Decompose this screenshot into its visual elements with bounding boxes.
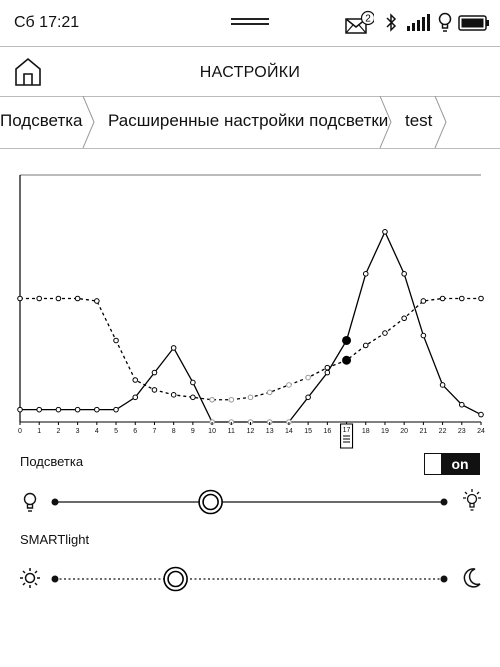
x-tick-label: 1 <box>37 428 42 435</box>
mail-count: 2 <box>365 13 371 25</box>
breadcrumb-bottom-border <box>0 148 500 149</box>
series-point <box>229 397 234 402</box>
series-point <box>114 338 119 343</box>
series-point <box>363 343 368 348</box>
x-tick-label: 21 <box>419 428 428 435</box>
series-point <box>421 333 426 338</box>
x-tick-label: 22 <box>438 428 447 435</box>
x-tick-label: 2 <box>56 428 61 435</box>
smartlight-slider[interactable] <box>0 559 500 599</box>
backlight-schedule-chart[interactable] <box>0 165 500 455</box>
series-point <box>287 383 292 388</box>
series-point <box>56 407 61 412</box>
x-tick-label: 13 <box>265 428 274 435</box>
series-point <box>210 397 215 402</box>
x-tick-label: 10 <box>208 428 216 435</box>
series-point <box>114 407 119 412</box>
current-hour-label: 17 <box>342 427 351 434</box>
drag-handle-icon[interactable] <box>231 18 269 24</box>
status-time: Сб 17:21 <box>14 14 80 31</box>
series-point <box>75 407 80 412</box>
x-tick-label: 5 <box>114 428 118 435</box>
mail-icon[interactable] <box>344 10 374 36</box>
moon-icon[interactable] <box>462 567 482 589</box>
series-point <box>325 370 330 375</box>
slider-knob-ring <box>168 572 183 587</box>
battery-icon <box>458 15 490 31</box>
toggle-on-label: on <box>441 454 479 474</box>
series-point-current <box>343 356 351 364</box>
backlight-toggle[interactable] <box>424 453 480 475</box>
series-line-solid <box>20 232 481 422</box>
x-tick-label: 11 <box>227 428 235 435</box>
page-title: НАСТРОЙКИ <box>199 64 301 81</box>
breadcrumb-item-test[interactable]: test <box>405 111 433 130</box>
x-tick-label: 3 <box>75 428 80 435</box>
series-point <box>306 395 311 400</box>
series-point <box>267 390 272 395</box>
breadcrumb-chevron-icon <box>379 96 393 148</box>
bluetooth-icon <box>385 13 397 33</box>
series-point <box>18 407 23 412</box>
x-tick-label: 7 <box>152 428 157 435</box>
series-point <box>18 296 23 301</box>
bulb-bright-icon[interactable] <box>460 488 484 514</box>
series-point-current <box>343 336 351 344</box>
series-point <box>95 407 100 412</box>
series-point <box>440 296 445 301</box>
series-point <box>383 331 388 336</box>
breadcrumb <box>0 96 500 148</box>
series-point <box>191 395 196 400</box>
series-point <box>152 388 157 393</box>
x-tick-label: 18 <box>361 428 370 435</box>
series-point <box>306 375 311 380</box>
x-tick-label: 0 <box>18 428 22 435</box>
breadcrumb-chevron-icon <box>434 96 448 148</box>
series-point <box>440 383 445 388</box>
x-tick-label: 9 <box>190 428 195 435</box>
series-point <box>479 296 484 301</box>
series-point <box>479 412 484 417</box>
series-point <box>95 299 100 304</box>
x-tick-label: 12 <box>246 428 255 435</box>
x-tick-label: 8 <box>171 428 176 435</box>
status-divider <box>0 46 500 47</box>
x-tick-label: 4 <box>94 428 99 435</box>
series-point <box>421 299 426 304</box>
series-point <box>363 272 368 277</box>
series-point <box>248 395 253 400</box>
x-tick-label: 20 <box>400 428 409 435</box>
series-point <box>171 346 176 351</box>
backlight-slider-knob[interactable] <box>199 491 222 514</box>
series-point <box>459 402 464 407</box>
slider-knob-ring <box>203 495 218 510</box>
x-tick-label: 6 <box>133 428 138 435</box>
series-point <box>171 393 176 398</box>
backlight-slider[interactable] <box>0 482 500 522</box>
series-point <box>133 395 138 400</box>
breadcrumb-item-backlight[interactable]: Подсветка <box>0 111 83 130</box>
breadcrumb-item-advanced[interactable]: Расширенные настройки подсветки <box>108 111 389 130</box>
series-point <box>383 230 388 235</box>
series-point <box>37 296 42 301</box>
x-tick-label: 24 <box>477 428 485 435</box>
breadcrumb-chevron-icon <box>82 96 96 148</box>
signal-icon <box>406 14 432 32</box>
series-point <box>75 296 80 301</box>
x-tick-label: 19 <box>381 428 389 435</box>
toggle-off-part <box>425 454 441 474</box>
series-point <box>402 272 407 277</box>
x-tick-label: 15 <box>304 428 313 435</box>
x-tick-label: 23 <box>457 428 466 435</box>
series-point <box>459 296 464 301</box>
series-point <box>325 365 330 370</box>
bulb-icon <box>438 12 452 34</box>
series-point <box>56 296 61 301</box>
series-line-dashed <box>20 299 481 400</box>
smartlight-slider-knob[interactable] <box>164 568 187 591</box>
series-point <box>37 407 42 412</box>
series-point <box>191 380 196 385</box>
x-tick-label: 16 <box>323 428 332 435</box>
smartlight-label: SMARTlight <box>20 532 90 547</box>
series-point <box>402 316 407 321</box>
series-point <box>152 370 157 375</box>
series-point <box>133 378 138 383</box>
x-tick-label: 14 <box>285 428 293 435</box>
backlight-label: Подсветка <box>20 454 84 469</box>
